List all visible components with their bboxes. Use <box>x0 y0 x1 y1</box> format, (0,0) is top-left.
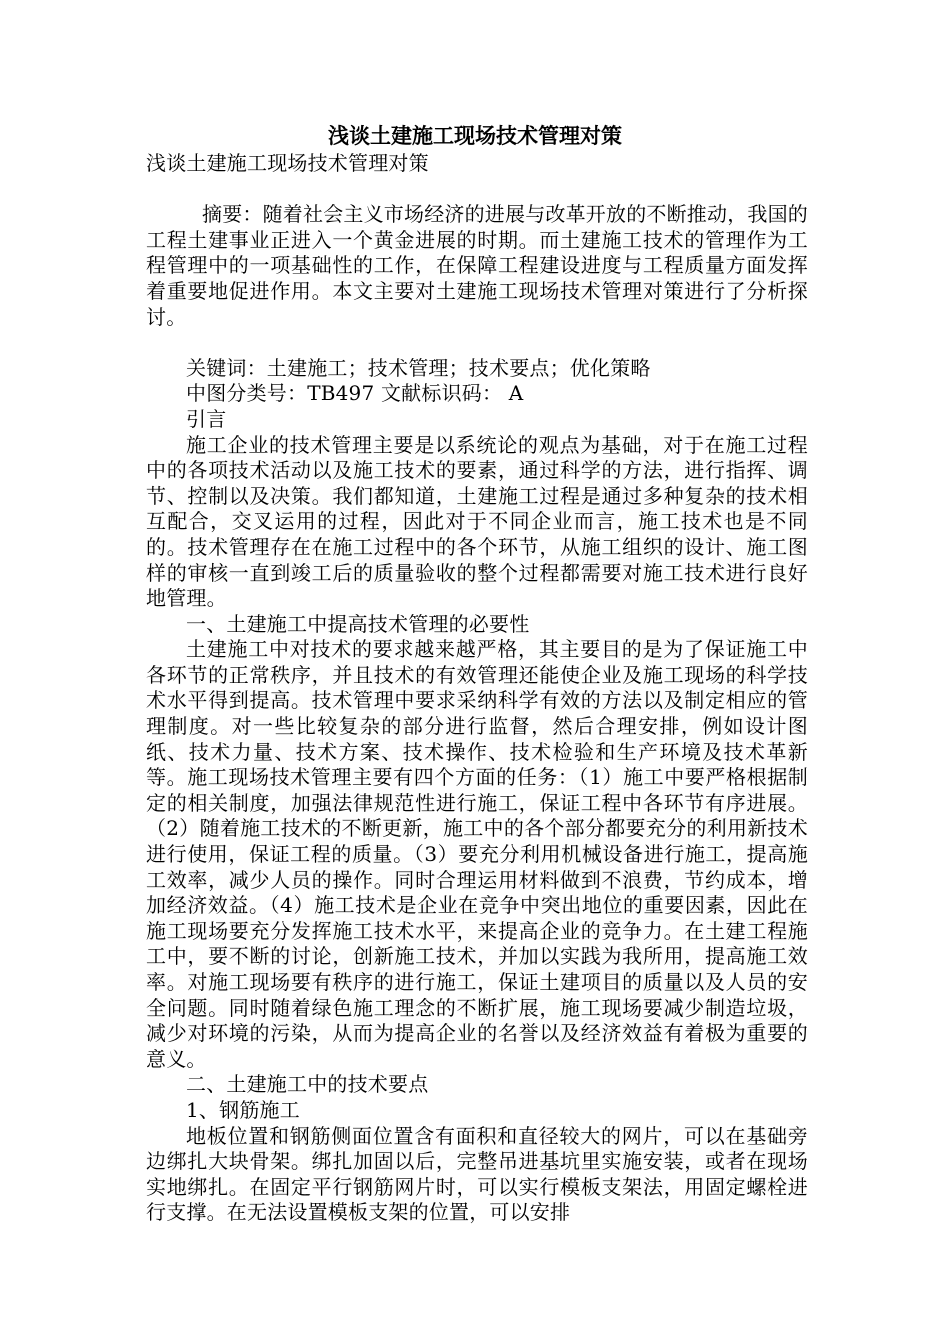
classification-line: 中图分类号：TB497 文献标识码： A <box>186 381 524 406</box>
document-body <box>146 151 808 1226</box>
blank-line <box>146 177 808 203</box>
blank-line <box>146 330 808 356</box>
section-heading-2: 二、土建施工中的技术要点 <box>186 1072 429 1097</box>
abstract-paragraph: 摘要：随着社会主义市场经济的进展与改革开放的不断推动，我国的工程土建事业正进入一个黄金进展的时期。而土建施工技术的管理作为工程管理中的一项基础性的工作，在保障工程建设进度与工程质量方面发挥着重要地促进作用。本文主要对土建施工现场技术管理对策进行了分析探讨。 <box>146 202 808 329</box>
keywords-line: 关键词：土建施工；技术管理；技术要点；优化策略 <box>186 355 651 380</box>
subsection-heading-1: 1、钢筋施工 <box>186 1097 300 1122</box>
intro-heading: 引言 <box>186 406 227 431</box>
subsection-paragraph-1: 地板位置和钢筋侧面位置含有面积和直径较大的网片，可以在基础旁边绑扎大块骨架。绑扎加固以后，完整吊进基坑里实施安装，或者在现场实地绑扎。在固定平行钢筋网片时，可以实行模板支架法，用固定螺栓进行支撑。在无法设置模板支架的位置，可以安排 <box>146 1123 808 1225</box>
document-title: 浅谈土建施工现场技术管理对策 <box>328 123 622 148</box>
section-paragraph-1: 土建施工中对技术的要求越来越严格，其主要目的是为了保证施工中各环节的正常秩序，并且技术的有效管理还能使企业及施工现场的科学技术水平得到提高。技术管理中要求采纳科学有效的方法以及制定相应的管理制度。对一些比较复杂的部分进行监督，然后合理安排，例如设计图纸、技术力量、技术方案、技术操作、技术检验和生产环境及技术革新等。施工现场技术管理主要有四个方面的任务：（1）施工中要严格根据制定的相关制度，加强法律规范性进行施工，保证工程中各环节有序进展。（2）随着施工技术的不断更新，施工中的各个部分都要充分的利用新技术进行使用，保证工程的质量。（3）要充分利用机械设备进行施工，提高施工效率，减少人员的操作。同时合理运用材料做到不浪费，节约成本，增加经济效益。（4）施工技术是企业在竞争中突出地位的重要因素，因此在施工现场要充分发挥施工技术水平，来提高企业的竞争力。在土建工程施工中，要不断的讨论，创新施工技术，并加以实践为我所用，提高施工效率。对施工现场要有秩序的进行施工，保证土建项目的质量以及人员的安全问题。同时随着绿色施工理念的不断扩展，施工现场要减少制造垃圾，减少对环境的污染，从而为提高企业的名誉以及经济效益有着极为重要的意义。 <box>146 637 808 1071</box>
section-heading-1: 一、土建施工中提高技术管理的必要性 <box>186 611 530 636</box>
document-subtitle: 浅谈土建施工现场技术管理对策 <box>146 151 429 175</box>
intro-paragraph: 施工企业的技术管理主要是以系统论的观点为基础，对于在施工过程中的各项技术活动以及施工技术的要素，通过科学的方法，进行指挥、调节、控制以及决策。我们都知道，土建施工过程是通过多种复杂的技术相互配合，交叉运用的过程，因此对于不同企业而言，施工技术也是不同的。技术管理存在在施工过程中的各个环节，从施工组织的设计、施工图样的审核一直到竣工后的质量验收的整个过程都需要对施工技术进行良好地管理。 <box>146 432 808 611</box>
